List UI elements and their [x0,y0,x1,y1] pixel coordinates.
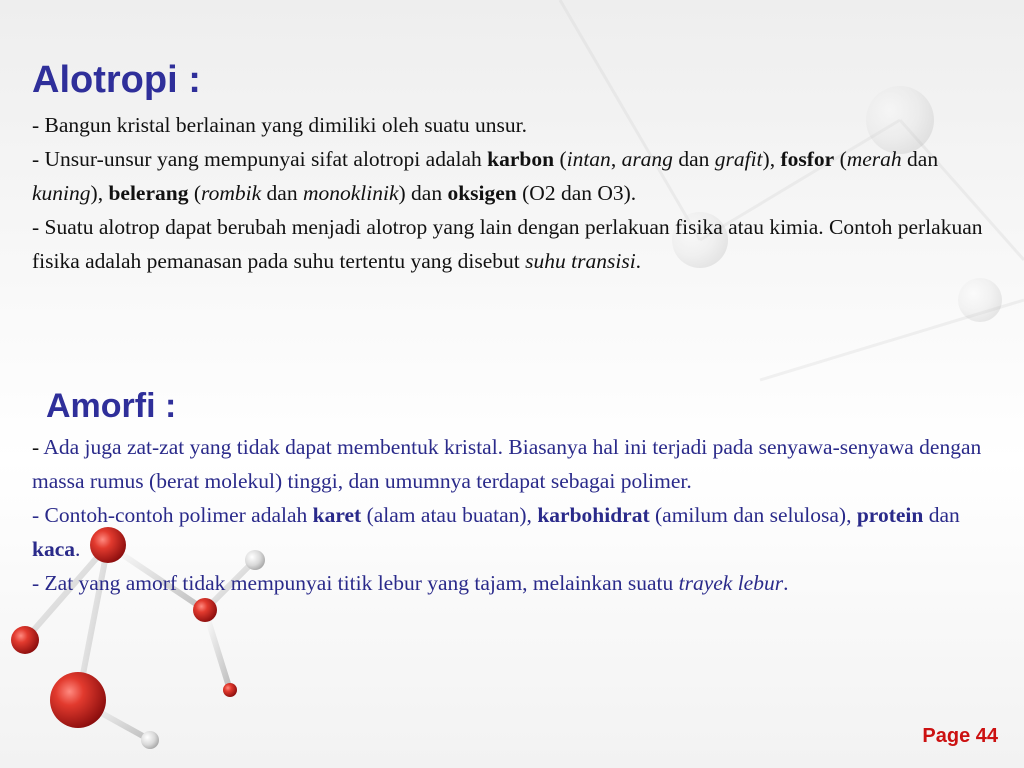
text-span: . [783,571,789,595]
term-protein: protein [856,503,924,527]
text-span: (amilum dan selulosa), [649,503,857,527]
bullet-dash: - [32,435,44,459]
text-span: . [635,249,642,273]
alotropi-line-1: - Bangun kristal berlainan yang dimiliki oleh suatu unsur. [32,113,528,137]
text-span: ( [188,181,202,205]
term-kuning: kuning [32,181,91,205]
text-span: , [610,147,622,171]
term-karbon: karbon [487,147,555,171]
alotropi-heading: Alotropi : [32,59,201,101]
text-span: (alam atau buatan), [361,503,538,527]
term-merah: merah [846,147,902,171]
term-karet: karet [312,503,362,527]
term-grafit: grafit [714,147,763,171]
term-arang: arang [621,147,673,171]
amorfi-paragraph [32,430,1007,600]
term-rombik: rombik [201,181,262,205]
term-monoklinik: monoklinik [302,181,399,205]
text-span: ( [834,147,847,171]
text-span: dan [672,147,715,171]
term-belerang: belerang [108,181,189,205]
text-span: ) dan [398,181,448,205]
text-span: dan [923,503,960,527]
text-span: Ada juga zat-zat yang tidak dapat membentuk kristal. Biasanya hal ini terjadi pada senyawa-senyawa dengan massa rumus (berat molekul) tinggi, dan umumnya terdapat sebagai polimer. [32,435,982,493]
amorfi-heading: Amorfi : [46,387,177,425]
amorfi-line-2 [32,503,960,561]
text-span: - Unsur-unsur yang mempunyai sifat alotropi adalah [32,147,488,171]
text-span: dan [261,181,303,205]
page-number: Page 44 [922,725,998,747]
text-span: ( [554,147,567,171]
text-span: ), [90,181,109,205]
term-oksigen: oksigen [447,181,517,205]
term-karbohidrat: karbohidrat [537,503,650,527]
text-span: dan [901,147,939,171]
text-span: . [75,537,81,561]
text-span: ), [762,147,781,171]
text-span: - Zat yang amorf tidak mempunyai titik lebur yang tajam, melainkan suatu [32,571,679,595]
text-span: (O2 dan O3). [516,181,637,205]
alotropi-paragraph [32,108,1007,278]
alotropi-line-2 [32,147,938,205]
text-span: - Contoh-contoh polimer adalah [32,503,313,527]
term-fosfor: fosfor [780,147,835,171]
term-trayek-lebur: trayek lebur [678,571,784,595]
term-suhu-transisi: suhu transisi [525,249,636,273]
amorfi-line-1 [32,435,981,493]
amorfi-line-3 [32,571,788,595]
term-kaca: kaca [32,537,75,561]
alotropi-line-3 [32,215,982,273]
term-intan: intan [566,147,611,171]
text-span: - Suatu alotrop dapat berubah menjadi alotrop yang lain dengan perlakuan fisika atau kimia. Contoh perlakuan fisika adalah pemanasan pada suhu tertentu yang disebut [32,215,983,273]
